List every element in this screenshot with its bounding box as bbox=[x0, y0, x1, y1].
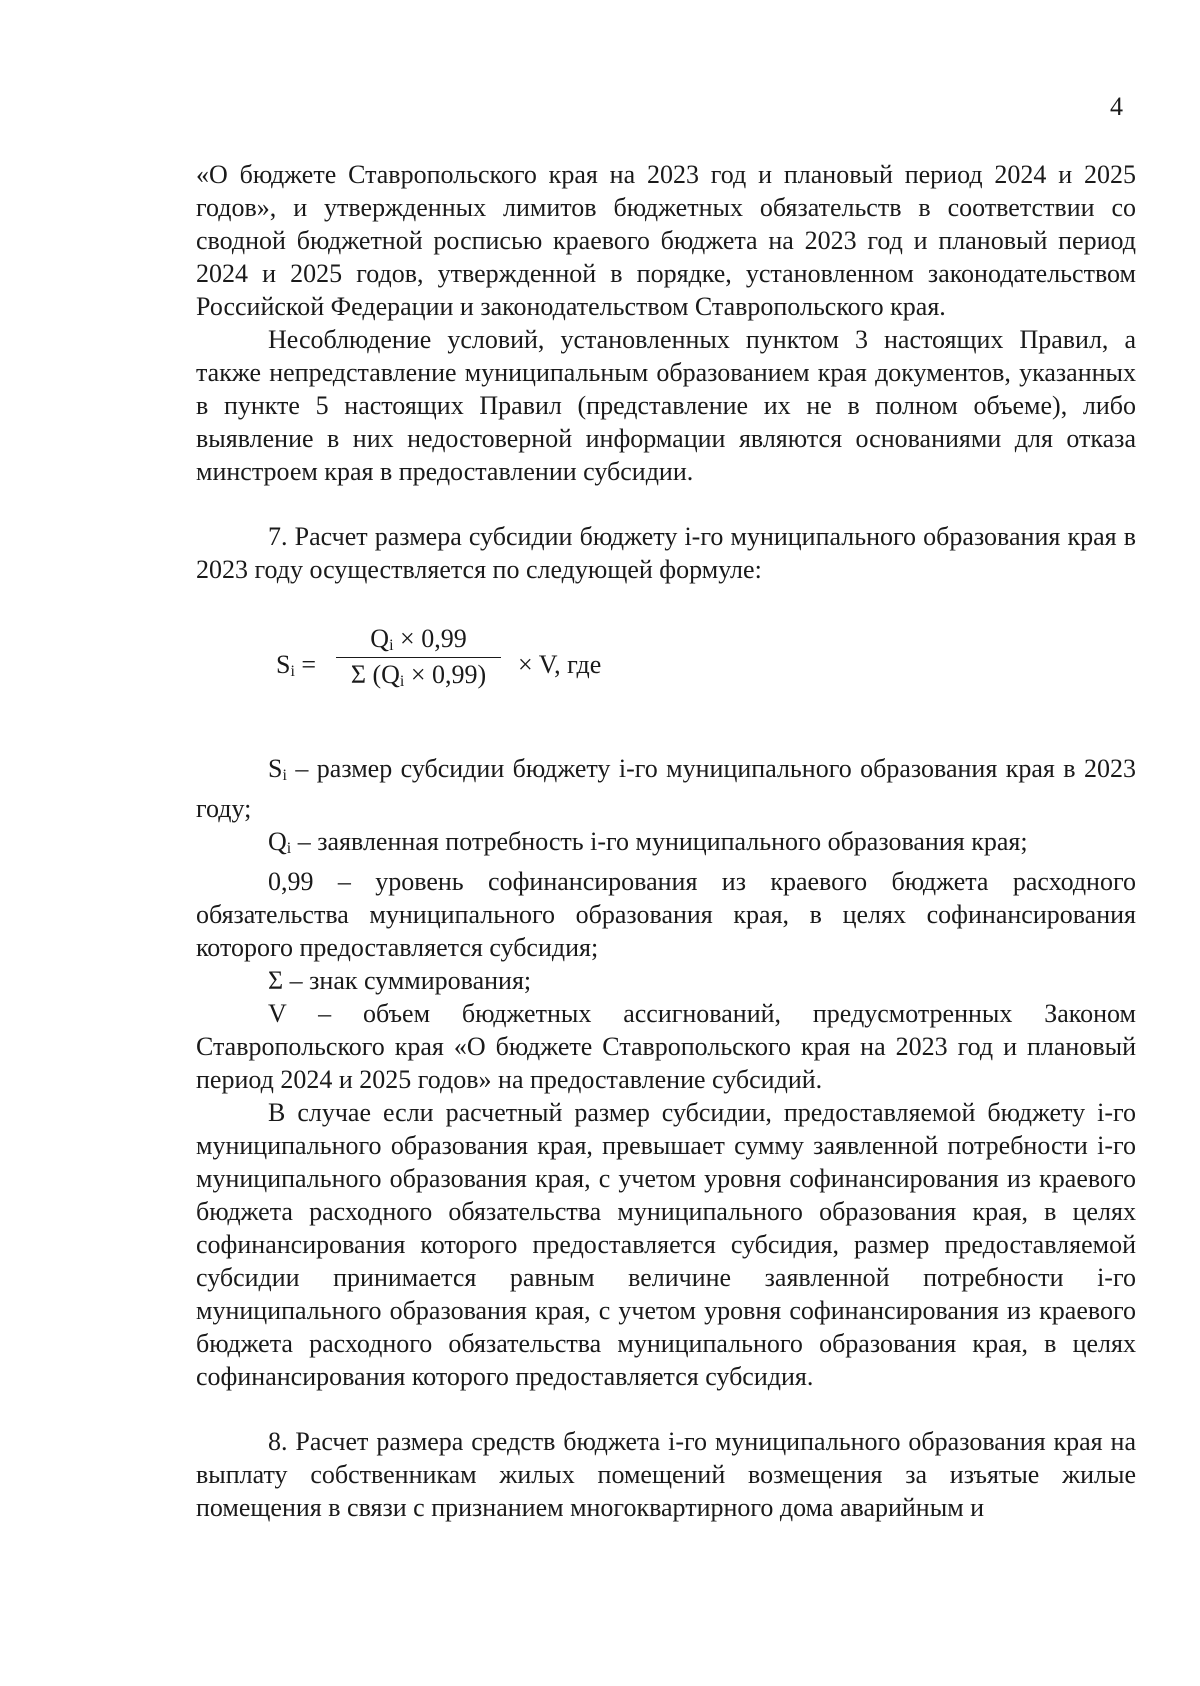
definition-s: $S_i$ – размер субсидии бюджету i-го муниципального образования края в 2023 году; bbox=[196, 754, 1136, 823]
formula-denominator: Σ $(Q_i \times 0,99)$ bbox=[350, 660, 487, 690]
definition-v: V – объем бюджетных ассигнований, предусмотренных Законом Ставропольского края «О бюджете Ставропольского края на 2023 год и плановый период 2024 и 2025 годов» на предоставление субсидий. bbox=[196, 999, 1136, 1094]
formula-fraction bbox=[336, 624, 501, 691]
paragraph-refusal-grounds: Несоблюдение условий, установленных пунктом 3 настоящих Правил, а также непредставление муниципальным образованием края документов, указанных в пункте 5 настоящих Правил (представление их не в полном объеме), либо выявление в них недостоверной информации являются основаниями для отказа минстроем края в предоставлении субсидии. bbox=[196, 325, 1136, 486]
formula-rhs: × V, где bbox=[518, 650, 602, 679]
formula-numerator: $Q_i \times 0,99$ bbox=[370, 624, 467, 654]
definition-rate: 0,99 – уровень софинансирования из краевого бюджета расходного обязательства муниципального образования края, в целях софинансирования которого предоставляется субсидия; bbox=[196, 867, 1136, 962]
paragraph-budget-law: «О бюджете Ставропольского края на 2023 год и плановый период 2024 и 2025 годов», и утвержденных лимитов бюджетных обязательств в соответствии со сводной бюджетной росписью краевого бюджета на 2023 год и плановый период 2024 и 2025 годов, утвержденной в порядке, установленном законодательством Российской Федерации и законодательством Ставропольского края. bbox=[196, 160, 1136, 321]
subsidy-formula bbox=[196, 612, 1136, 732]
paragraph-8-intro: 8. Расчет размера средств бюджета i-го муниципального образования края на выплату собственникам жилых помещений возмещения за изъятые жилые помещения в связи с признанием многоквартирного дома аварийным и bbox=[196, 1427, 1136, 1522]
document-body bbox=[196, 158, 1136, 1524]
paragraph-subsidy-cap: В случае если расчетный размер субсидии, предоставляемой бюджету i-го муниципального образования края, превышает сумму заявленной потребности i-го муниципального образования края, с учетом уровня софинансирования из краевого бюджета расходного обязательства муниципального образования края, в целях софинансирования которого предоставляется субсидия, размер предоставляемой субсидии принимается равным величине заявленной потребности i-го муниципального образования края, с учетом уровня софинансирования из краевого бюджета расходного обязательства муниципального образования края, в целях софинансирования которого предоставляется субсидия. bbox=[196, 1098, 1136, 1391]
paragraph-7-intro: 7. Расчет размера субсидии бюджету i-го муниципального образования края в 2023 году осуществляется по следующей формуле: bbox=[196, 522, 1136, 584]
formula-lhs: $S_i$ = bbox=[276, 650, 317, 680]
page-number: 4 bbox=[1110, 92, 1123, 121]
definition-q: $Q_i$ – заявленная потребность i-го муниципального образования края; bbox=[268, 827, 1028, 857]
definition-sigma: Σ – знак суммирования; bbox=[268, 966, 532, 995]
